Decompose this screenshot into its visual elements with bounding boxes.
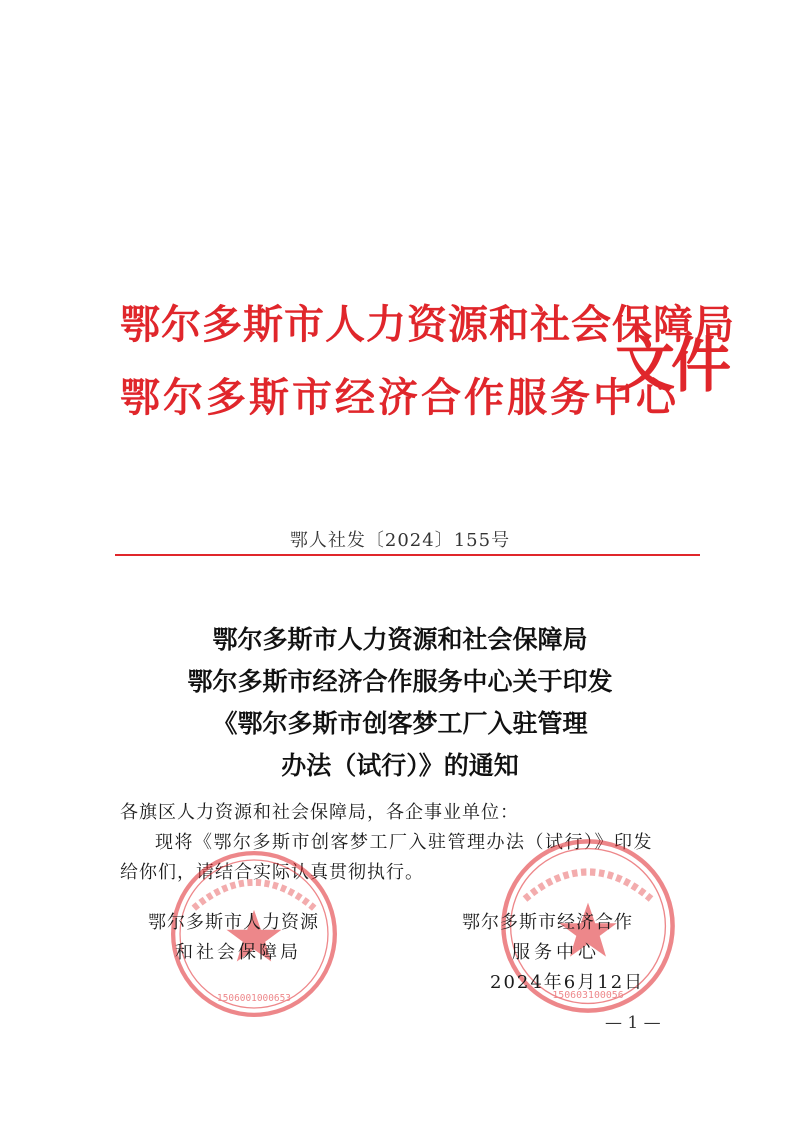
document-number: 鄂人社发〔2024〕155号: [289, 530, 511, 551]
issuer-line-1: 鄂尔多斯市人力资源和社会保障局: [120, 301, 735, 348]
body-paragraph-line-2: 给你们，请结合实际认真贯彻执行。: [120, 862, 424, 883]
signatory-right-line-2: 服务中心: [512, 942, 600, 963]
left-seal-number: 1506001000653: [217, 993, 291, 1005]
title-line-1: 鄂尔多斯市人力资源和社会保障局: [212, 625, 588, 654]
doc-type-label: 文件: [615, 331, 727, 401]
title-line-3: 《鄂尔多斯市创客梦工厂入驻管理: [212, 709, 588, 738]
title-line-2: 鄂尔多斯市经济合作服务中心关于印发: [187, 667, 613, 696]
signatory-left-line-1: 鄂尔多斯市人力资源: [148, 912, 319, 933]
salutation: 各旗区人力资源和社会保障局，各企事业单位：: [120, 802, 519, 823]
page-number: — 1 —: [605, 1013, 661, 1033]
header-divider: [115, 554, 700, 556]
title-line-4: 办法（试行）》的通知: [281, 751, 519, 780]
issue-date: 2024年6月12日: [490, 972, 645, 993]
signatory-left-line-2: 和社会保障局: [175, 942, 301, 963]
left-official-seal: [168, 848, 340, 1020]
issuer-line-2: 鄂尔多斯市经济合作服务中心: [120, 374, 679, 421]
body-paragraph-line-1: 现将《鄂尔多斯市创客梦工厂入驻管理办法（试行）》印发: [155, 832, 653, 853]
signatory-right-line-1: 鄂尔多斯市经济合作: [462, 912, 633, 933]
right-seal-number: 150603100056: [552, 990, 624, 1001]
